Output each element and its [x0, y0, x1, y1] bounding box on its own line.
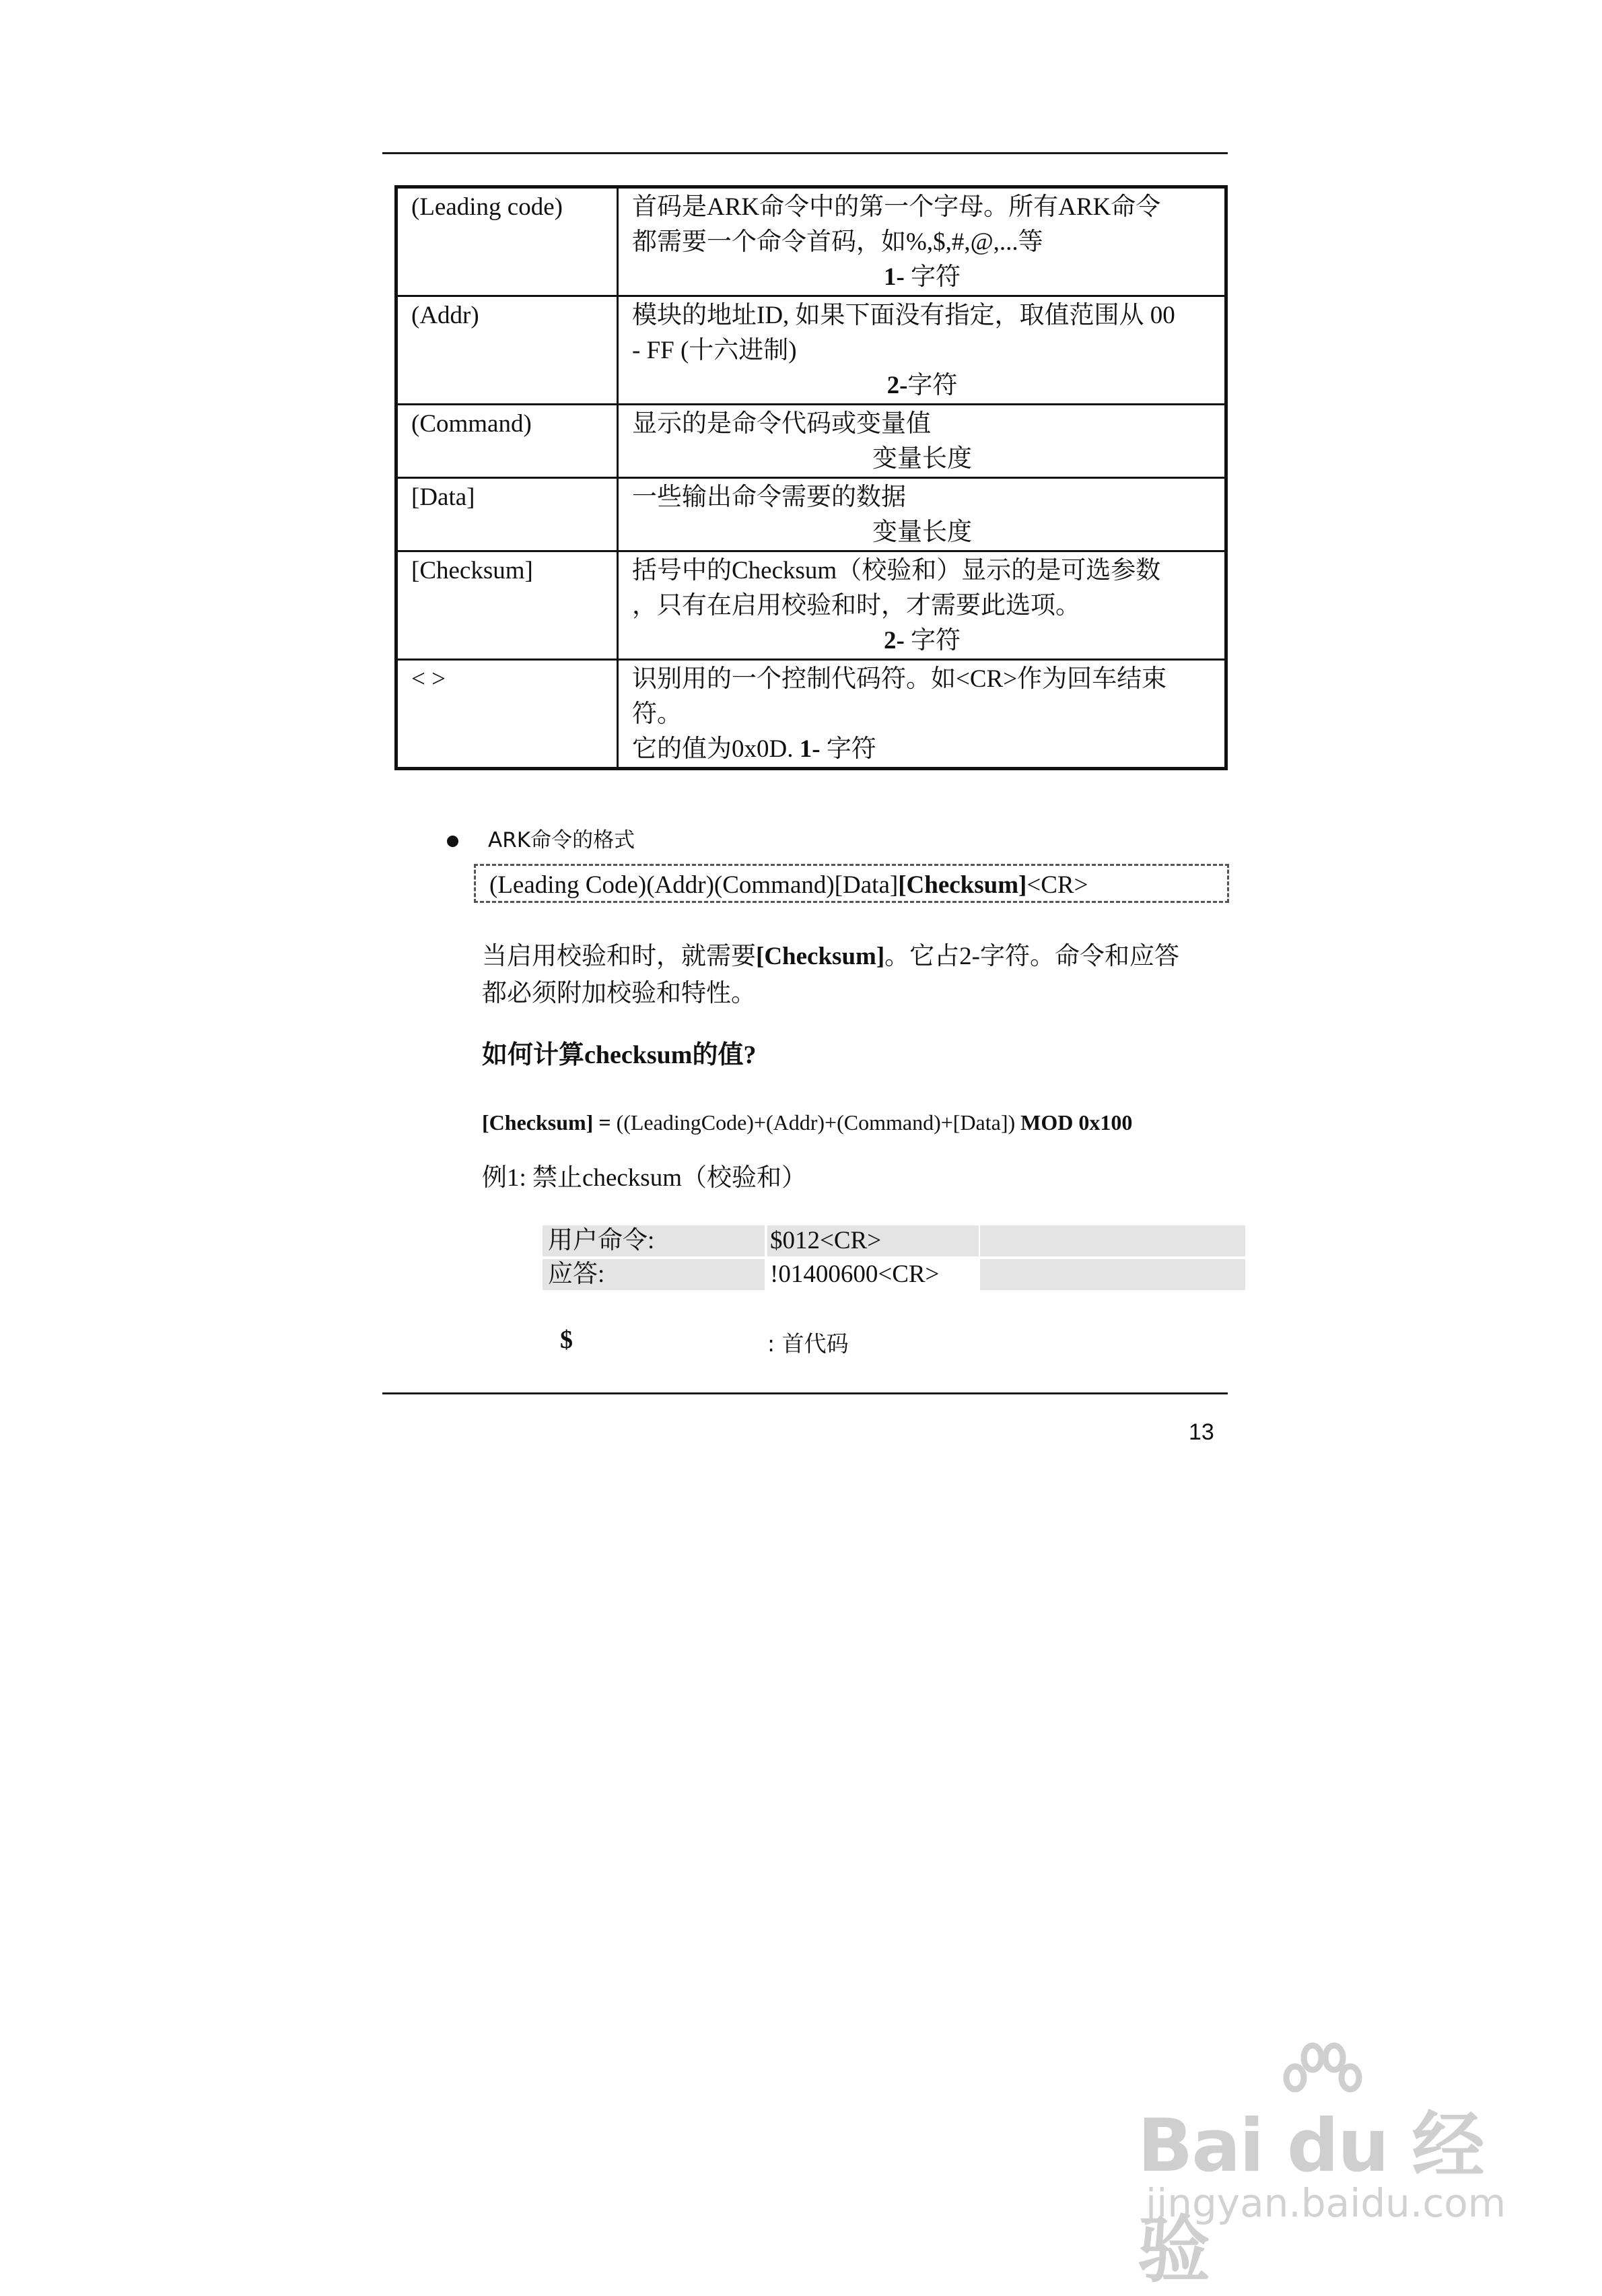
table-row: [396, 551, 1226, 660]
header-rule: [382, 152, 1228, 154]
example-value: $012<CR>: [767, 1225, 979, 1256]
term-cell: < >: [396, 660, 618, 769]
example-label: 用户命令:: [543, 1225, 765, 1256]
length-note: 变量长度: [872, 518, 972, 546]
length-note: 2- 字符: [883, 627, 961, 654]
checksum-formula: [Checksum] = ((LeadingCode)+(Addr)+(Command)+[Data]) MOD 0x100: [482, 1110, 1133, 1135]
watermark-brand: Bai du 经验: [1138, 2104, 1484, 2293]
desc-cell: 一些输出命令需要的数据 变量长度: [618, 478, 1226, 551]
ark-command-spec-table: [394, 185, 1228, 770]
desc-cell: 首码是ARK命令中的第一个字母。所有ARK命令 都需要一个命令首码，如%,$,#,@,...等 1- 字符: [618, 187, 1226, 296]
desc-cell: 识别用的一个控制代码符。如<CR>作为回车结束 符。 它的值为0x0D. 1- 字符: [618, 660, 1226, 769]
footer-rule: [382, 1392, 1228, 1394]
length-note: 2-字符: [886, 372, 958, 399]
desc-cell: 显示的是命令代码或变量值 变量长度: [618, 405, 1226, 478]
table-row: [396, 405, 1226, 478]
length-note: 变量长度: [872, 445, 972, 473]
section-heading: 如何计算checksum的值?: [482, 1041, 757, 1069]
baidu-watermark: [1138, 2040, 1514, 2293]
bullet-title: ARK命令的格式: [488, 828, 635, 852]
example-value: !01400600<CR>: [767, 1259, 979, 1290]
checksum-paragraph: 当启用校验和时，就需要[Checksum]。它占2-字符。命令和应答 都必须附加校验和特性。: [482, 943, 1179, 1007]
desc-cell: 括号中的Checksum（校验和）显示的是可选参数 ，只有在启用校验和时，才需要此选项。 2- 字符: [618, 551, 1226, 660]
term-cell: (Leading code): [396, 187, 618, 296]
table-row: [396, 660, 1226, 769]
table-row: [396, 187, 1226, 296]
bullet-icon: [447, 836, 458, 847]
term-cell: (Addr): [396, 296, 618, 405]
field-symbol: $: [560, 1326, 573, 1354]
term-cell: [Checksum]: [396, 551, 618, 660]
format-bullet: [447, 823, 635, 853]
table-row: [396, 478, 1226, 551]
term-cell: (Command): [396, 405, 618, 478]
watermark-url: jingyan.baidu.com: [1146, 2180, 1506, 2226]
command-format-box: (Leading Code)(Addr)(Command)[Data][Checksum]<CR>: [474, 864, 1229, 903]
length-note: 1- 字符: [883, 263, 961, 291]
field-description: : 首代码: [767, 1330, 849, 1357]
desc-cell: 模块的地址ID, 如果下面没有指定，取值范围从 00 - FF (十六进制) 2-字符: [618, 296, 1226, 405]
table-row: [396, 296, 1226, 405]
page-number: 13: [1189, 1419, 1214, 1445]
example-label: 应答:: [543, 1259, 765, 1290]
term-cell: [Data]: [396, 478, 618, 551]
example-title: 例1: 禁止checksum（校验和）: [482, 1164, 806, 1192]
